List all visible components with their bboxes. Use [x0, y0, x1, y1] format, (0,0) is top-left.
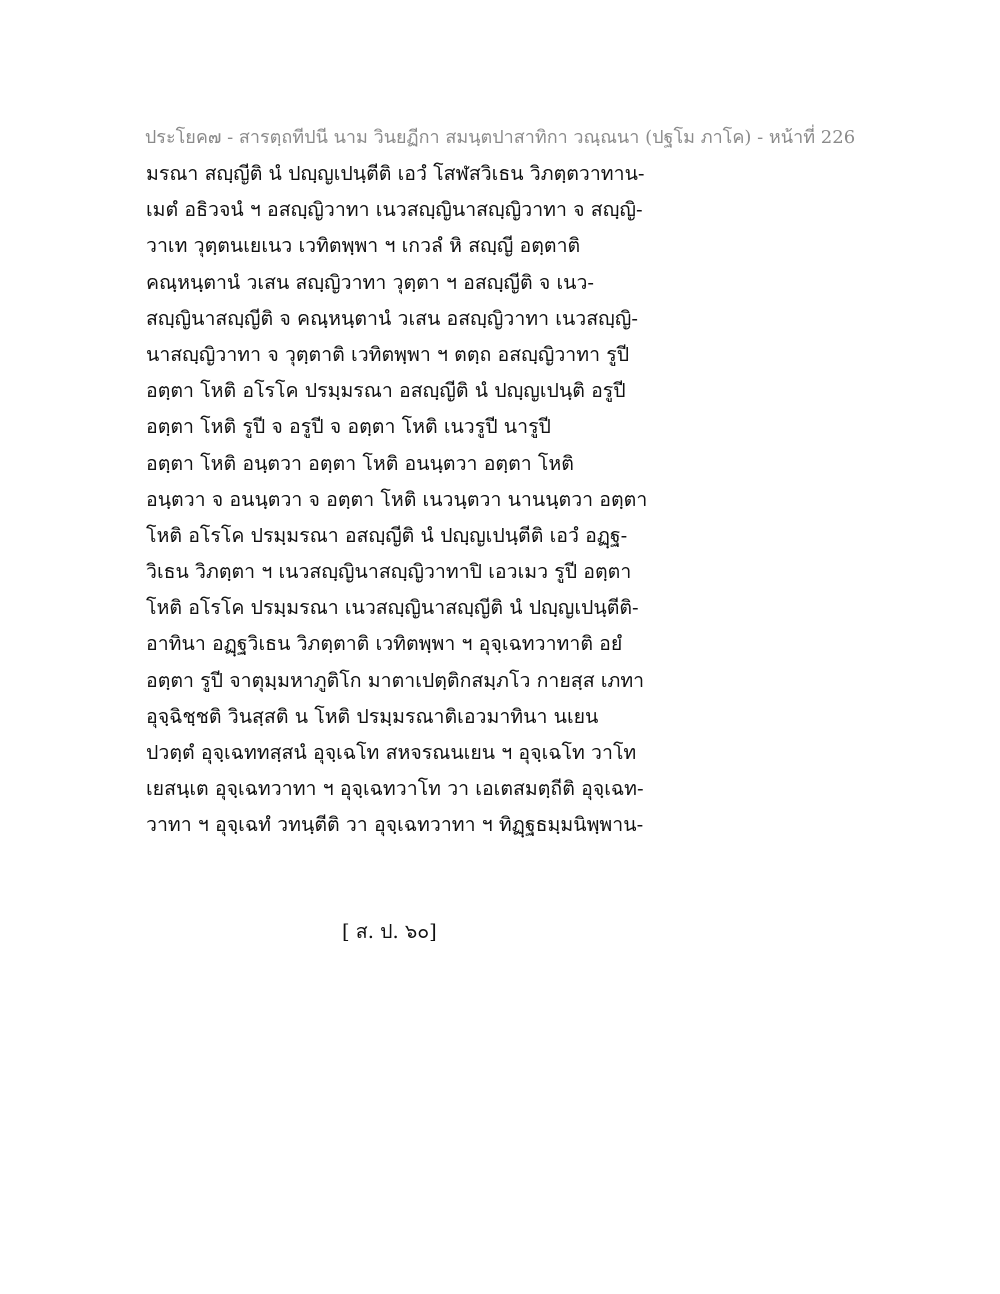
text-line: อตฺตา รูปี จาตุมฺมหาภูติโก มาตาเปตฺติกสมฺภโว กายสฺส เภทา [146, 668, 645, 692]
text-line: วาเท วุตฺตนเยเนว เวทิตพฺพา ฯ เกวลํ หิ สญฺญี อตฺตาติ [146, 234, 581, 258]
text-line: วาทา ฯ อุจฺเฉทํ วทนฺตีติ วา อุจฺเฉทวาทา ฯ ทิฏฺฐธมฺมนิพฺพาน- [146, 813, 644, 837]
text-line: อาทินา อฏฺฐวิเธน วิภตฺตาติ เวทิตพฺพา ฯ อุจฺเฉทวาทาติ อยํ [146, 632, 623, 656]
text-line: โหติ อโรโค ปรมฺมรณา เนวสญฺญินาสญฺญีติ นํ ปญฺญเปนฺตีติ- [146, 596, 639, 620]
text-line: อนฺตวา จ อนนฺตวา จ อตฺตา โหติ เนวนฺตวา นานนฺตวา อตฺตา [146, 487, 648, 511]
body-text [146, 160, 646, 848]
text-line: โหติ อโรโค ปรมฺมรณา อสญฺญีติ นํ ปญฺญเปนฺตีติ เอวํ อฏฺฐ- [146, 523, 628, 547]
text-line: คณฺหนฺตานํ วเสน สญฺญิวาทา วุตฺตา ฯ อสญฺญีติ จ เนว- [146, 270, 594, 294]
page-reference: [ ส. ป. ๖๐] [342, 920, 437, 943]
text-line: นาสญฺญิวาทา จ วุตฺตาติ เวทิตพฺพา ฯ ตตฺถ อสญฺญิวาทา รูปี [146, 342, 630, 366]
text-line: เยสนฺเต อุจฺเฉทวาทา ฯ อุจฺเฉทวาโท วา เอเตสมตฺถีติ อุจฺเฉท- [146, 777, 644, 801]
text-line: เมตํ อธิวจนํ ฯ อสญฺญิวาทา เนวสญฺญินาสญฺญิวาทา จ สญฺญิ- [146, 198, 643, 222]
text-line: อตฺตา โหติ อนฺตวา อตฺตา โหติ อนนฺตวา อตฺตา โหติ [146, 451, 574, 475]
text-line: วิเธน วิภตฺตา ฯ เนวสญฺญินาสญฺญิวาทาปิ เอวเมว รูปี อตฺตา [146, 560, 632, 584]
text-line: อตฺตา โหติ รูปี จ อรูปี จ อตฺตา โหติ เนวรูปี นารูปี [146, 415, 551, 439]
page-header-title: ประโยค๗ - สารตฺถทีปนี นาม วินยฏีกา สมนฺตปาสาทิกา วณฺณนา (ปฐโม ภาโค) - หน้าที่ 226 [144, 127, 856, 148]
text-line: ปวตฺตํ อุจฺเฉททสฺสนํ อุจฺเฉโท สหจรณนเยน ฯ อุจฺเฉโท วาโท [146, 741, 637, 764]
text-line: อุจฺฉิชฺชติ วินสฺสติ น โหติ ปรมฺมรณาติเอวมาทินา นเยน [146, 704, 599, 728]
text-line: สญฺญินาสญฺญีติ จ คณฺหนฺตานํ วเสน อสญฺญิวาทา เนวสญฺญิ- [146, 306, 638, 330]
text-line: อตฺตา โหติ อโรโค ปรมฺมรณา อสญฺญีติ นํ ปญฺญเปนฺติ อรูปี [146, 379, 626, 403]
page-header [0, 122, 1000, 151]
text-line: มรณา สญฺญีติ นํ ปญฺญเปนฺตีติ เอวํ โสฬสวิเธน วิภตฺตวาทาน- [146, 162, 645, 185]
